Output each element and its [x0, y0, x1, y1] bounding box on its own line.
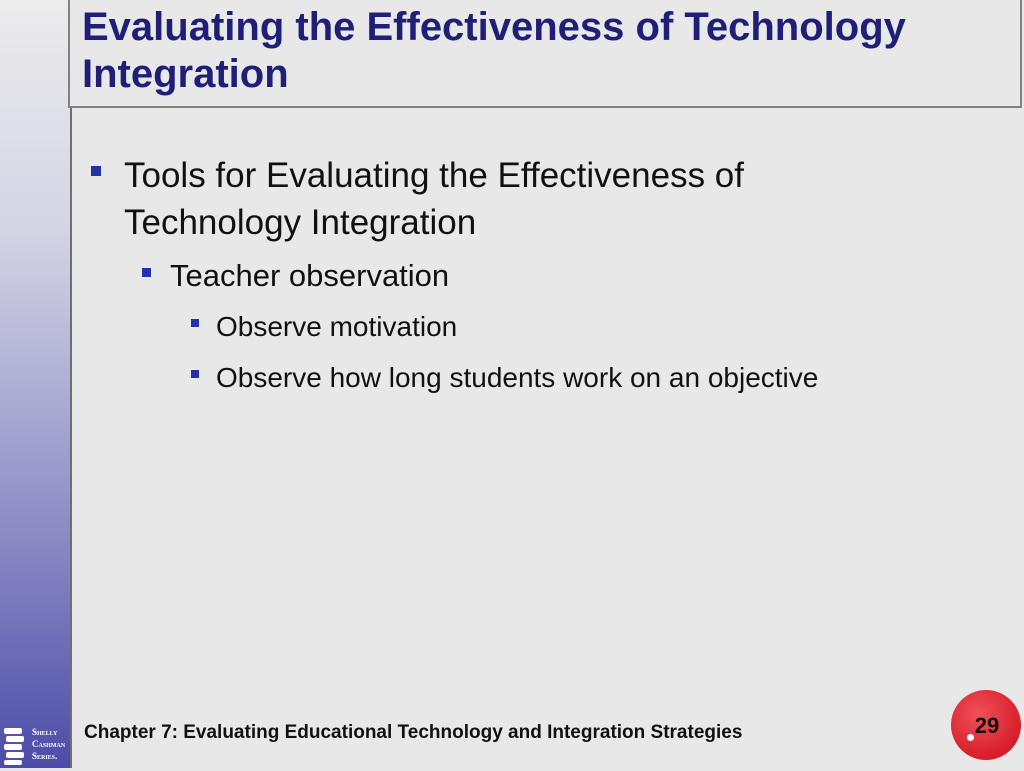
logo-line: Cashman: [32, 739, 66, 749]
footer-chapter-text: Chapter 7: Evaluating Educational Technology and Integration Strategies: [84, 722, 743, 743]
bullet-level1: Tools for Evaluating the Effectiveness of Technology Integration: [124, 156, 744, 242]
badge-dot: [967, 734, 974, 741]
bullet-level3-second: Observe how long students work on an objective: [216, 362, 819, 393]
page-number-badge: [951, 690, 1021, 760]
logo-line: Series.: [32, 751, 58, 761]
title-box: [68, 0, 1022, 108]
bullet-marker-level3: [191, 370, 199, 378]
left-sidebar-gradient: [0, 0, 70, 768]
bullet-marker-level3: [191, 319, 199, 327]
shelly-cashman-logo: [2, 724, 70, 768]
bullet-marker-level2: [142, 268, 151, 277]
slide-title: Evaluating the Effectiveness of Technology Integration: [82, 5, 906, 96]
bullet-level2: Teacher observation: [170, 258, 450, 293]
bullet-level3-first: Observe motivation: [216, 311, 458, 342]
sidebar-divider: [70, 0, 72, 768]
logo-text: [32, 726, 65, 762]
page-number: 29: [974, 713, 1000, 738]
bullet-marker-level1: [91, 166, 101, 176]
logo-line: Shelly: [32, 727, 58, 737]
books-icon: [2, 724, 28, 766]
